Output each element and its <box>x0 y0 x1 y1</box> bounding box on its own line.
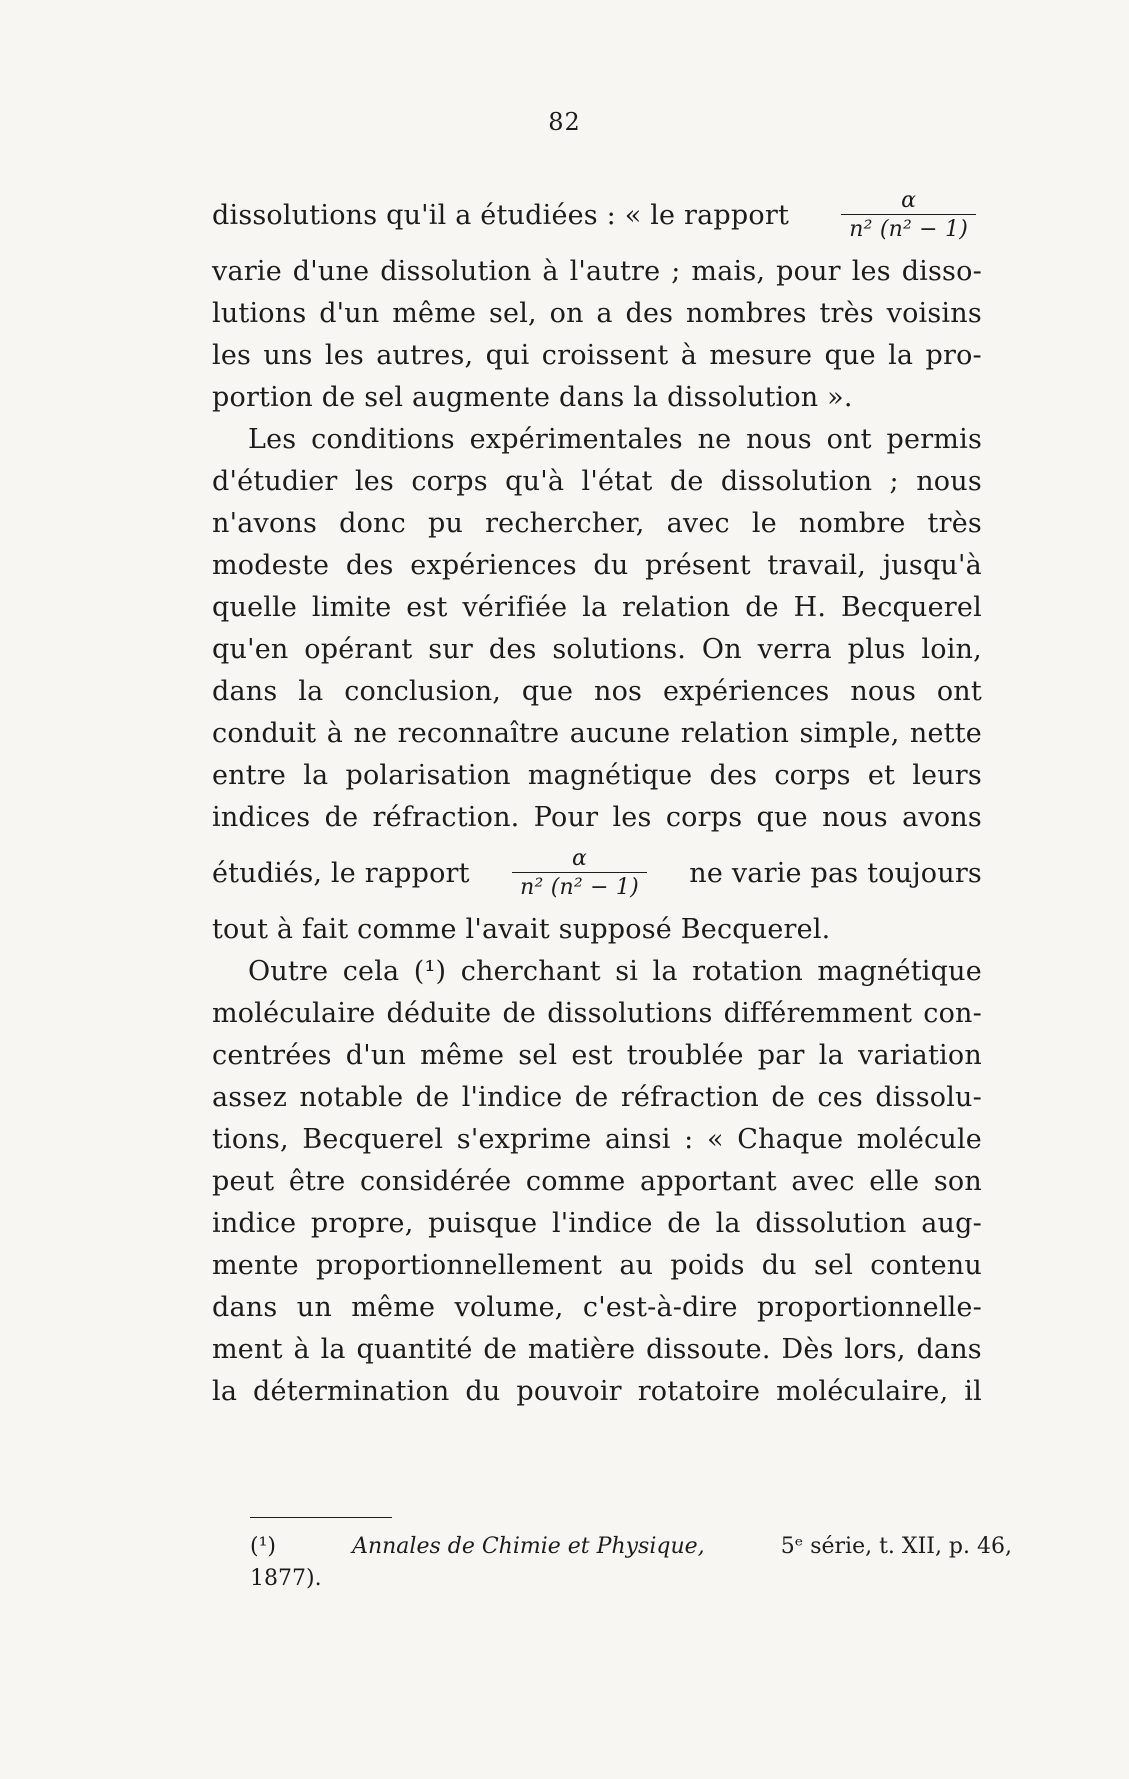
word: volume, <box>454 1291 564 1323</box>
word: Dès <box>781 1333 834 1365</box>
text-line <box>212 250 982 292</box>
line-text <box>212 1082 982 1113</box>
word: Les <box>248 423 297 455</box>
word: moléculaire <box>212 997 376 1029</box>
line-text <box>212 340 982 371</box>
word: solutions. <box>552 633 687 665</box>
word: un <box>296 1291 332 1323</box>
line-text: dissolutions qu'il a étudiées : « le rapport <box>212 199 789 231</box>
text-line <box>212 950 982 992</box>
word: la <box>303 759 329 791</box>
word: réfraction <box>620 1081 759 1113</box>
word: nous <box>916 465 982 497</box>
word: dissoute. <box>646 1333 771 1365</box>
word: cela <box>342 955 400 987</box>
word: ne <box>697 423 732 455</box>
word: à <box>680 339 698 371</box>
line-text: étudiés, le rapport <box>212 857 470 889</box>
word: de <box>502 997 537 1029</box>
word: tions, <box>212 1123 289 1155</box>
word: du <box>593 549 629 581</box>
line-text <box>212 802 982 833</box>
word: la <box>582 591 608 623</box>
text-line <box>212 502 982 544</box>
word: que <box>824 339 876 371</box>
word: la <box>212 1375 238 1407</box>
text-line <box>212 796 982 838</box>
word: si <box>615 955 639 987</box>
word: donc <box>339 507 406 539</box>
word: elle <box>869 1165 920 1197</box>
word: que <box>756 801 808 833</box>
word: comme <box>525 1165 626 1197</box>
line-text <box>212 256 982 287</box>
text-line <box>212 1328 982 1370</box>
word: polarisation <box>345 759 511 791</box>
word: d'un <box>345 1039 407 1071</box>
word: Becquerel <box>841 591 982 623</box>
word: qu'en <box>212 633 289 665</box>
word: relation <box>622 591 731 623</box>
word: ; <box>889 465 899 497</box>
word: la <box>320 1333 346 1365</box>
word: uns <box>263 339 313 371</box>
word: conduit <box>212 717 317 749</box>
word: mais, <box>691 255 766 287</box>
word: sel <box>814 1249 854 1281</box>
word: la <box>818 1039 844 1071</box>
footnote-divider <box>250 1517 392 1518</box>
word: nombres <box>685 297 807 329</box>
word: lors, <box>844 1333 906 1365</box>
word: dissolution <box>755 1207 907 1239</box>
word: pour <box>776 255 841 287</box>
line-text <box>212 508 982 539</box>
footnote-marker: (¹) <box>250 1533 276 1559</box>
line-text <box>212 592 982 623</box>
word: simple, <box>799 717 900 749</box>
ratio-formula <box>512 846 647 900</box>
text-line <box>212 838 982 908</box>
word: dissolution <box>380 255 532 287</box>
word: jusqu'à <box>882 549 982 581</box>
word: d'un <box>319 297 380 329</box>
word: mesure <box>709 339 813 371</box>
word: des <box>625 297 674 329</box>
word: avec <box>791 1165 855 1197</box>
word: molécule <box>856 1123 982 1155</box>
word: « <box>706 1123 724 1155</box>
line-text <box>248 956 982 987</box>
line-text <box>212 1124 982 1155</box>
word: loin, <box>921 633 982 665</box>
word: nette <box>909 717 982 749</box>
word: de <box>745 591 779 623</box>
word: voisins <box>886 297 982 329</box>
word: : <box>684 1123 694 1155</box>
word: a <box>596 297 613 329</box>
line-text <box>212 676 982 707</box>
word: du <box>465 1375 501 1407</box>
word: dissolu- <box>875 1081 982 1113</box>
word: (¹) <box>413 955 447 987</box>
word: être <box>288 1165 346 1197</box>
word: l'autre <box>569 255 661 287</box>
word: ces <box>817 1081 863 1113</box>
word: quelle <box>212 591 298 623</box>
line-text <box>212 1250 982 1281</box>
formula-numerator: α <box>571 846 588 872</box>
word: n'avons <box>212 507 318 539</box>
word: con- <box>923 997 982 1029</box>
word: s'exprime <box>456 1123 592 1155</box>
word: son <box>933 1165 982 1197</box>
word: la <box>715 1207 741 1239</box>
line-text <box>212 550 982 581</box>
word: limite <box>311 591 392 623</box>
word: même <box>351 1291 436 1323</box>
word: la <box>298 675 324 707</box>
word: des <box>345 549 394 581</box>
footnote <box>250 1530 1012 1594</box>
formula-denominator: n² (n² − 1) <box>512 872 647 900</box>
word: nombre <box>798 507 906 539</box>
word: permis <box>886 423 982 455</box>
word: rotation <box>692 955 803 987</box>
text-line <box>212 292 982 334</box>
word: même <box>420 1039 505 1071</box>
word: sur <box>428 633 474 665</box>
word: à <box>326 717 344 749</box>
word: travail, <box>767 549 867 581</box>
word: varie <box>212 255 282 287</box>
word: troublée <box>626 1039 744 1071</box>
word: est <box>406 591 448 623</box>
word: vérifiée <box>462 591 568 623</box>
word: Outre <box>248 955 329 987</box>
word: et <box>867 759 896 791</box>
word: l'indice <box>551 1207 653 1239</box>
word: reconnaître <box>397 717 560 749</box>
text-line <box>212 1076 982 1118</box>
text-line <box>212 1118 982 1160</box>
word: les <box>324 339 364 371</box>
word: indices <box>212 801 311 833</box>
word: dissolution <box>720 465 873 497</box>
word: les <box>851 255 891 287</box>
word: ne <box>353 717 388 749</box>
word: de <box>324 801 359 833</box>
line-text <box>212 760 982 791</box>
word: Chaque <box>737 1123 844 1155</box>
text-line <box>212 670 982 712</box>
word: de <box>667 1207 701 1239</box>
word: la <box>888 339 914 371</box>
word: présent <box>645 549 751 581</box>
word: corps <box>665 801 743 833</box>
word: lutions <box>212 297 307 329</box>
line-text <box>212 1292 982 1323</box>
word: sel, <box>488 297 537 329</box>
footnote-year: 1877). <box>250 1565 322 1591</box>
text-line <box>212 992 982 1034</box>
word: de <box>483 1333 518 1365</box>
word: magnétique <box>527 759 693 791</box>
word: autres, <box>376 339 474 371</box>
word: apportant <box>640 1165 777 1197</box>
text-line <box>212 1244 982 1286</box>
word: entre <box>212 759 287 791</box>
word: notable <box>299 1081 404 1113</box>
word: ont <box>936 675 982 707</box>
word: dans <box>212 1291 278 1323</box>
word: dissolutions <box>547 997 713 1029</box>
text-line <box>212 1202 982 1244</box>
line-text <box>212 718 982 749</box>
word: Pour <box>533 801 599 833</box>
word: au <box>619 1249 654 1281</box>
word: la <box>652 955 678 987</box>
word: rotatoire <box>637 1375 761 1407</box>
word: considérée <box>359 1165 512 1197</box>
word: rechercher, <box>485 507 645 539</box>
body-text <box>212 180 982 1412</box>
word: dans <box>212 675 278 707</box>
word: de <box>574 1081 609 1113</box>
word: quantité <box>356 1333 473 1365</box>
word: dans <box>916 1333 982 1365</box>
word: avons <box>902 801 982 833</box>
word: conditions <box>311 423 455 455</box>
word: propre, <box>310 1207 414 1239</box>
word: cherchant <box>460 955 601 987</box>
word: pu <box>427 507 464 539</box>
word: à <box>542 255 559 287</box>
word: du <box>761 1249 797 1281</box>
line-text <box>212 466 982 497</box>
text-line <box>212 460 982 502</box>
word: détermination <box>253 1375 450 1407</box>
word: très <box>927 507 982 539</box>
line-text: tout à fait comme l'avait supposé Becquerel. <box>212 913 831 945</box>
word: ont <box>826 423 872 455</box>
word: déduite <box>386 997 492 1029</box>
word: plus <box>847 633 906 665</box>
word: opérant <box>304 633 413 665</box>
text-line <box>212 544 982 586</box>
footnote-journal: Annales de Chimie et Physique, <box>352 1533 705 1559</box>
word: l'état <box>581 465 653 497</box>
line-text <box>212 1376 982 1407</box>
line-text <box>212 1334 982 1365</box>
word: conclusion, <box>344 675 502 707</box>
word: pouvoir <box>516 1375 622 1407</box>
word: pro- <box>925 339 982 371</box>
line-text <box>212 998 982 1029</box>
word: très <box>819 297 874 329</box>
word: le <box>751 507 777 539</box>
word: nous <box>850 675 917 707</box>
word: ment <box>212 1333 283 1365</box>
formula-numerator: α <box>901 188 917 214</box>
word: proportionnelle- <box>756 1291 982 1323</box>
text-line <box>212 376 982 418</box>
footnote-line <box>250 1530 1012 1562</box>
word: magnétique <box>817 955 982 987</box>
word: aug- <box>921 1207 982 1239</box>
line-text <box>212 634 982 665</box>
word: des <box>488 633 537 665</box>
text-line <box>212 754 982 796</box>
word: centrées <box>212 1039 332 1071</box>
word: il <box>964 1375 982 1407</box>
word: aucune <box>569 717 671 749</box>
word: ; <box>671 255 681 287</box>
word: que <box>521 675 574 707</box>
word: par <box>757 1039 805 1071</box>
word: On <box>701 633 742 665</box>
word: nous <box>746 423 812 455</box>
word: à <box>293 1333 310 1365</box>
word: qui <box>485 339 530 371</box>
word: sel <box>518 1039 558 1071</box>
footnote-line <box>250 1562 1012 1594</box>
word: leurs <box>912 759 982 791</box>
line-text <box>212 298 982 329</box>
word: assez <box>212 1081 288 1113</box>
word: réfraction. <box>372 801 520 833</box>
text-line <box>212 180 982 250</box>
text-line <box>212 418 982 460</box>
text-line <box>212 908 982 950</box>
word: modeste <box>212 549 330 581</box>
word: ainsi <box>605 1123 671 1155</box>
word: Becquerel <box>302 1123 444 1155</box>
word: l'indice <box>461 1081 563 1113</box>
word: les <box>212 339 252 371</box>
word: puisque <box>428 1207 538 1239</box>
word: expérimentales <box>469 423 683 455</box>
word: d'étudier <box>212 465 338 497</box>
text-line <box>212 334 982 376</box>
word: croissent <box>541 339 669 371</box>
word: indice <box>212 1207 297 1239</box>
word: qu'à <box>505 465 565 497</box>
word: des <box>709 759 758 791</box>
word: c'est-à-dire <box>582 1291 738 1323</box>
word: expériences <box>662 675 830 707</box>
word: poids <box>670 1249 745 1281</box>
word: les <box>612 801 652 833</box>
word: variation <box>857 1039 982 1071</box>
formula-denominator: n² (n² − 1) <box>841 214 976 242</box>
text-line <box>212 586 982 628</box>
page-number: 82 <box>548 108 581 136</box>
word: nos <box>594 675 643 707</box>
line-text <box>212 1040 982 1071</box>
word: mente <box>212 1249 299 1281</box>
word: relation <box>680 717 790 749</box>
word: corps <box>774 759 851 791</box>
word: corps <box>411 465 488 497</box>
word: proportionnellement <box>315 1249 603 1281</box>
word: nous <box>822 801 888 833</box>
word: est <box>571 1039 613 1071</box>
word: les <box>354 465 394 497</box>
word: on <box>549 297 584 329</box>
text-line <box>212 712 982 754</box>
word: de <box>771 1081 806 1113</box>
word: peut <box>212 1165 275 1197</box>
word: verra <box>757 633 832 665</box>
word: matière <box>527 1333 636 1365</box>
word: différemment <box>723 997 913 1029</box>
word: disso- <box>901 255 982 287</box>
text-line <box>212 1034 982 1076</box>
text-line <box>212 1370 982 1412</box>
line-text <box>212 1166 982 1197</box>
line-text <box>212 1208 982 1239</box>
text-line <box>212 628 982 670</box>
word: contenu <box>870 1249 982 1281</box>
word: de <box>415 1081 450 1113</box>
word: même <box>392 297 477 329</box>
line-text: ne varie pas toujours <box>689 857 982 889</box>
text-line <box>212 1160 982 1202</box>
line-text <box>248 424 982 455</box>
line-text: portion de sel augmente dans la dissolution ». <box>212 381 853 413</box>
word: de <box>669 465 704 497</box>
text-line <box>212 1286 982 1328</box>
word: expériences <box>410 549 577 581</box>
ratio-formula <box>841 188 976 242</box>
footnote-reference: 5ᵉ série, t. XII, p. 46, <box>780 1533 1012 1559</box>
word: d'une <box>292 255 370 287</box>
word: moléculaire, <box>776 1375 949 1407</box>
word: H. <box>793 591 827 623</box>
word: avec <box>666 507 730 539</box>
